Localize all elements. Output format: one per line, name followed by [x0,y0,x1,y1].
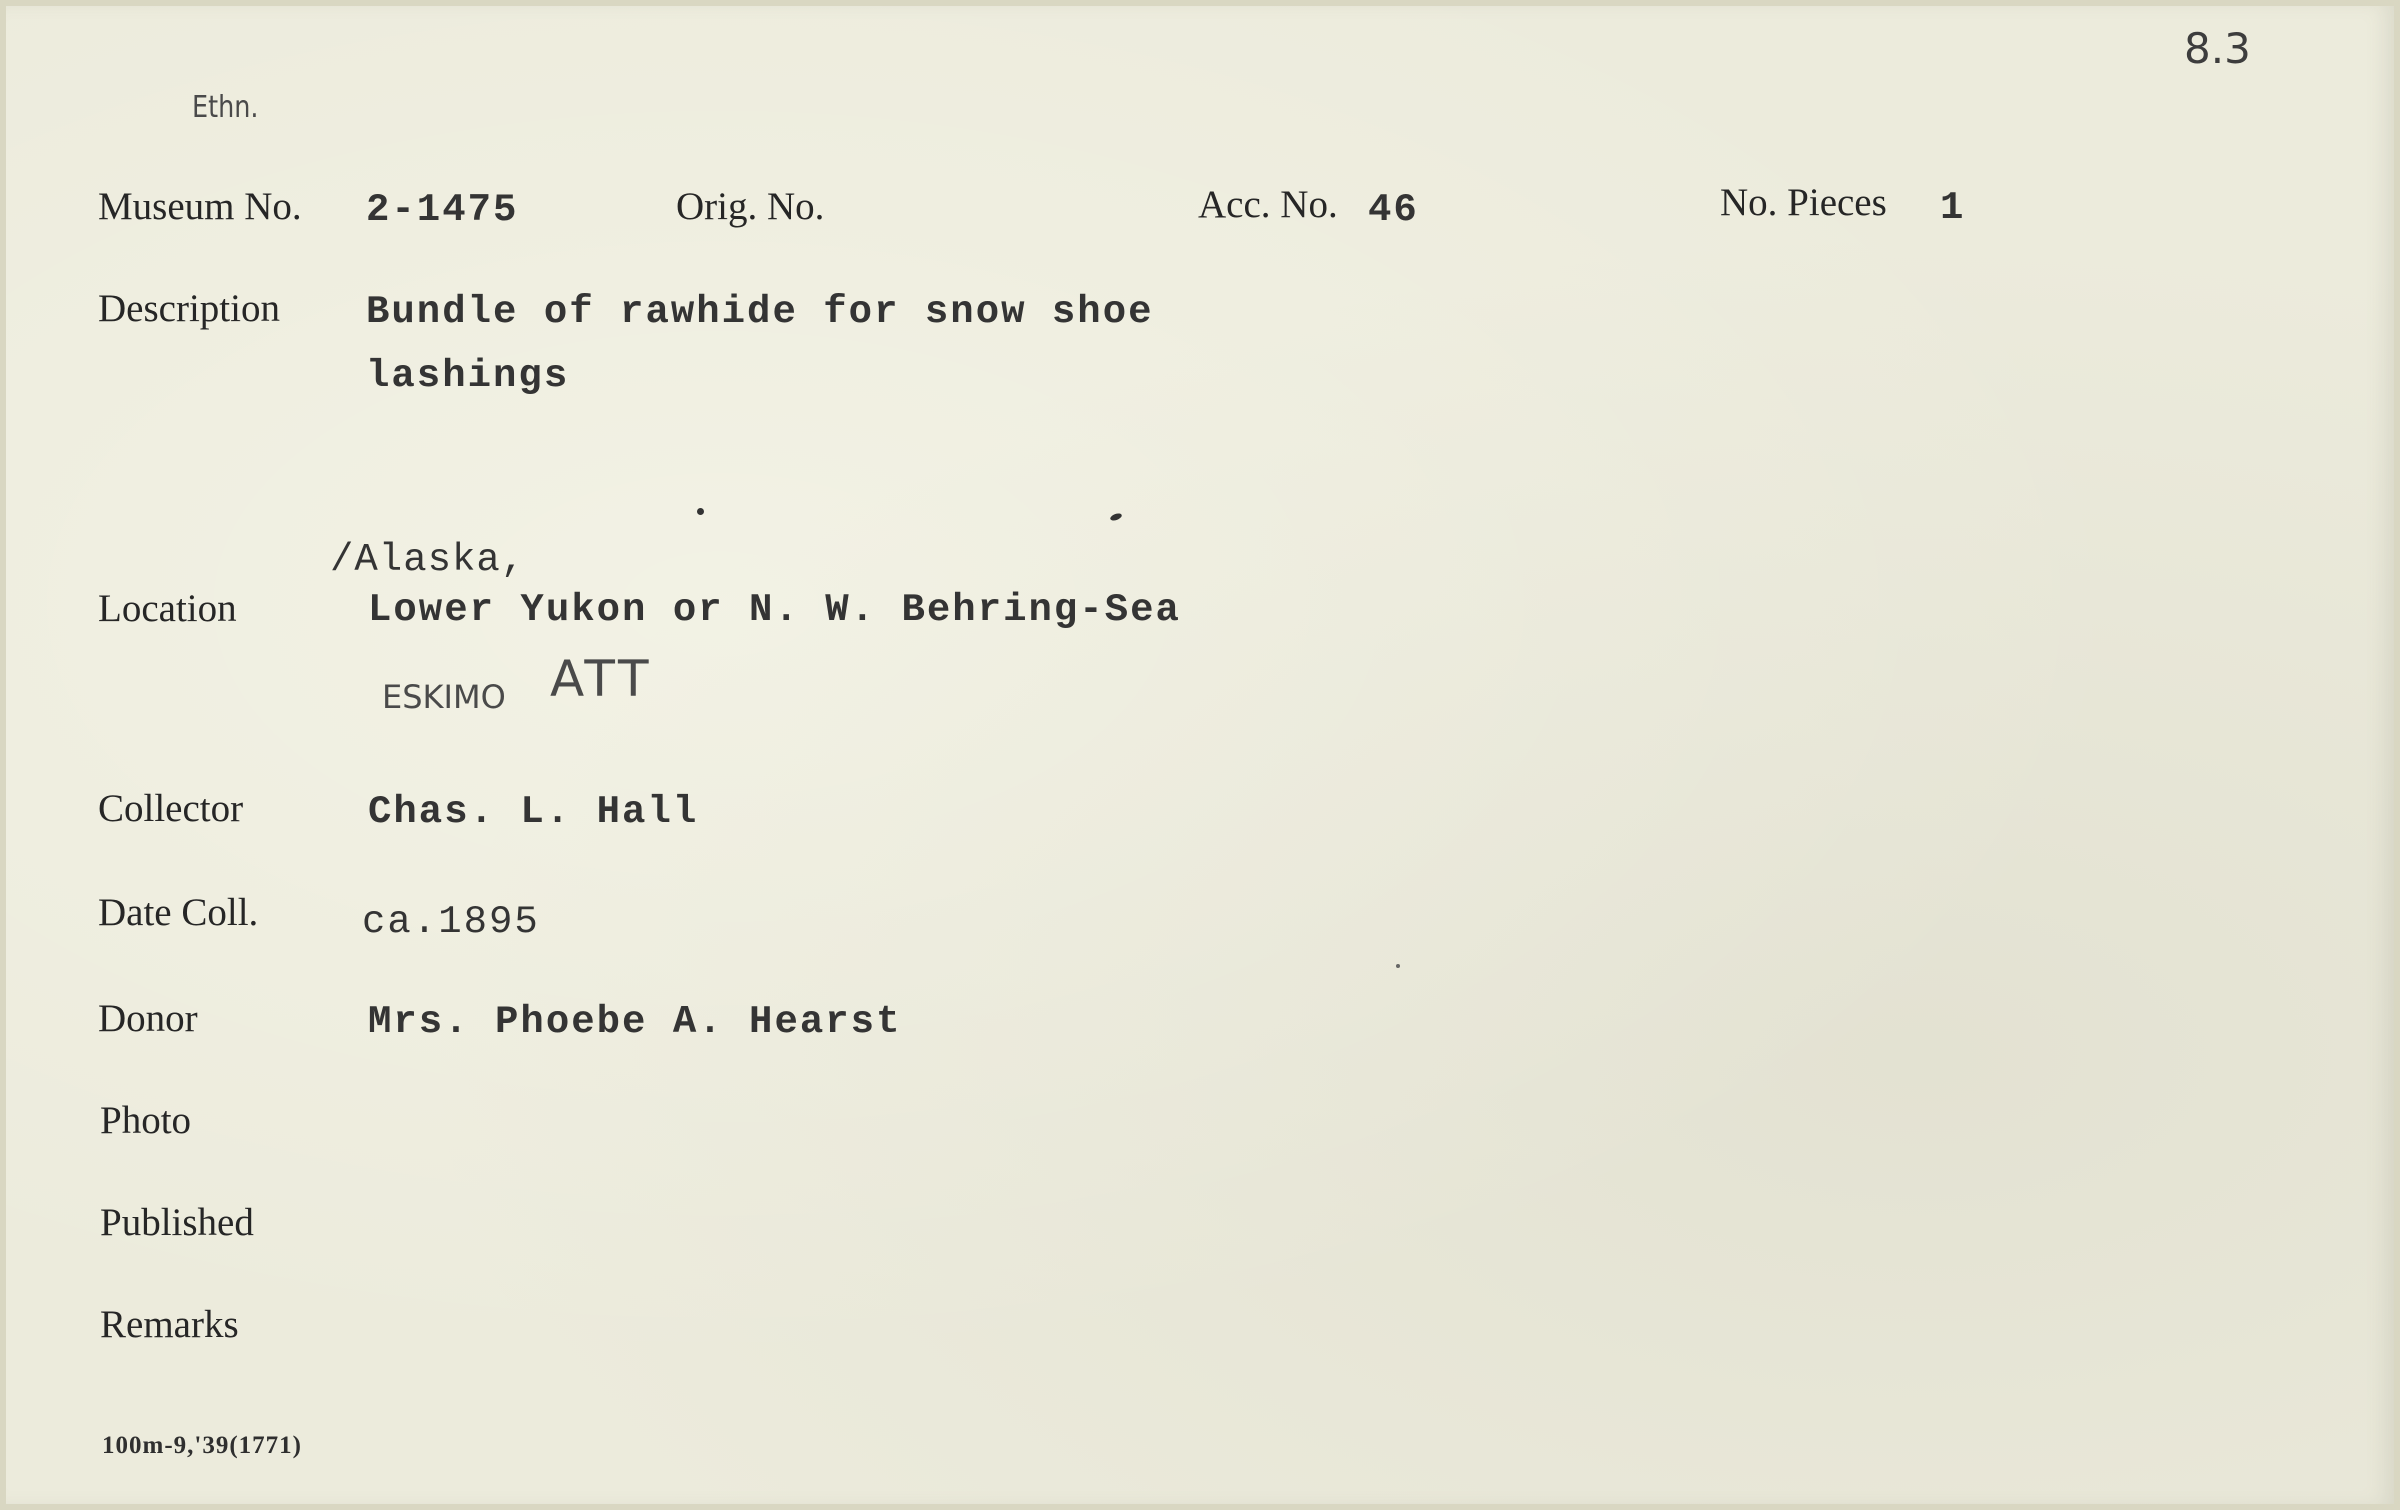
culture-stamp: ESKIMO [382,678,506,716]
date-coll-value: ca.1895 [362,900,540,944]
description-line-2: lashings [366,354,570,398]
ink-speck [1109,512,1122,522]
location-label: Location [98,587,237,630]
form-code: 100m-9,'39(1771) [102,1432,302,1459]
culture-code: ATT [550,650,653,708]
no-pieces-value: 1 [1940,186,1966,230]
ink-speck [1396,964,1400,968]
description-label: Description [98,287,280,330]
acc-no-value: 46 [1368,188,1419,232]
acc-no-label: Acc. No. [1198,183,1338,226]
museum-no-label: Museum No. [98,185,302,228]
donor-label: Donor [98,997,198,1040]
remarks-label: Remarks [100,1303,239,1346]
collector-label: Collector [98,787,244,830]
no-pieces-label: No. Pieces [1720,181,1887,224]
date-coll-label: Date Coll. [98,891,259,934]
orig-no-label: Orig. No. [676,185,825,228]
department-stamp: Ethn. [192,90,259,125]
collector-value: Chas. L. Hall [368,790,699,834]
published-label: Published [100,1201,254,1244]
corner-number: 8.3 [2184,24,2251,73]
donor-value: Mrs. Phoebe A. Hearst [368,1000,902,1044]
museum-no-value: 2-1475 [366,188,519,232]
ink-speck [697,508,704,515]
description-line-1: Bundle of rawhide for snow shoe [366,290,1154,334]
location-handwritten: /Alaska, [330,538,526,582]
location-value: Lower Yukon or N. W. Behring-Sea [368,588,1181,632]
photo-label: Photo [100,1099,192,1142]
